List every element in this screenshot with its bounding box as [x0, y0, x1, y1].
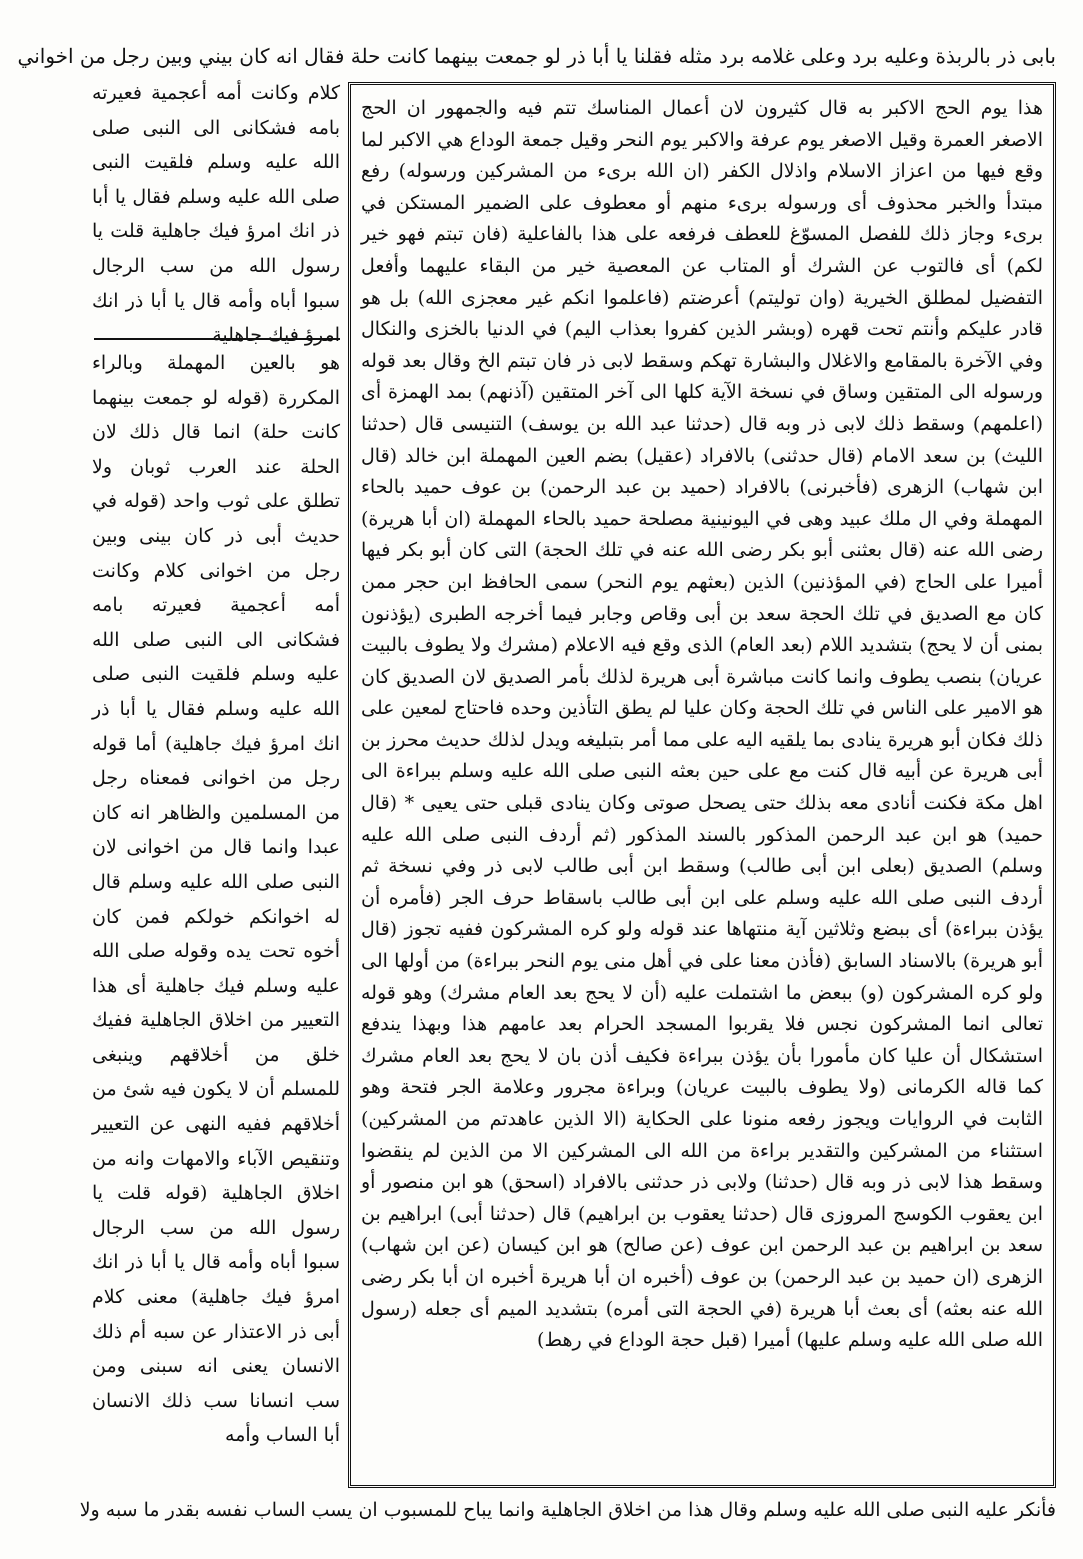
header-running-text: بابى ذر بالربذة وعليه برد وعلى غلامه برد مثله فقلنا يا أبا ذر لو جمعت بينهما كانت حلة فقال انه كان بيني وبين رجل من اخواني [17, 44, 1056, 68]
margin-commentary-top: كلام وكانت أمه أعجمية فعيرته بامه فشكانى الى النبى صلى الله عليه وسلم فلقيت النبى صلى الله عليه وسلم فقال يا أبا ذر انك امرؤ فيك جاهلية قلت يا رسول الله من سب الرجال سبوا أباه وأمه قال يا أبا ذر انك امرؤ فيك جاهلية [92, 82, 340, 347]
margin-divider [94, 338, 340, 340]
margin-commentary-bottom: هو بالعين المهملة وبالراء المكررة (قوله لو جمعت بينهما كانت حلة) انما قال ذلك لان الحلة عند العرب ثوبان ولا تطلق على ثوب واحد (قوله في حديث أبى ذر كان بينى وبين رجل من اخوانى كلام وكانت أمه أعجمية فعيرته بامه فشكانى الى النبى صلى الله عليه وسلم فلقيت النبى صلى الله عليه وسلم فقال يا أبا ذر انك امرؤ فيك جاهلية) أما قوله رجل من اخوانى فمعناه رجل من المسلمين والظاهر انه كان عبدا وانما قال من اخوانى لان النبى صلى الله عليه وسلم قال له اخوانكم خولكم فمن كان أخوه تحت يده وقوله صلى الله عليه وسلم فيك جاهلية أى هذا التعيير من اخلاق الجاهلية ففيك خلق من أخلاقهم وينبغى للمسلم أن لا يكون فيه شئ من أخلاقهم ففيه النهى عن التعيير وتنقيص الآباء والامهات وانه من اخلاق الجاهلية (قوله قلت يا رسول الله من سب الرجال سبوا أباه وأمه قال يا أبا ذر انك امرؤ فيك جاهلية) معنى كلام أبى ذر الاعتذار عن سبه أم ذلك الانسان يعنى انه سبنى ومن سب انسانا سب ذلك الانسان أبا الساب وأمه [92, 352, 340, 1447]
main-text-paragraph: هذا يوم الحج الاكبر به قال كثيرون لان أعمال المناسك تتم فيه والجمهور ان الحج الاصغر العمرة وقيل الاصغر يوم عرفة والاكبر يوم النحر وقيل جمعة الوداع هي الاكبر لما وقع فيها من اعزاز الاسلام واذلال الكفر (ان الله برىء من المشركين ورسوله) رفع مبتدأ والخبر محذوف أى ورسوله برىء منهم أو معطوف على الضمير المستكن في برىء وجاز ذلك للفصل المسوّغ للعطف فرفعه على هذا بالفاعلية (فان تبتم فهو خير لكم) أى فالتوب عن الشرك أو المتاب عن المعصية خير من البقاء عليهما وأفعل التفضيل لمطلق الخيرية (وان توليتم) أعرضتم (فاعلموا انكم غير معجزى الله) بل هو قادر عليكم وأنتم تحت قهره (وبشر الذين كفروا بعذاب اليم) في الدنيا بالخزى والنكال وفي الآخرة بالمقامع والاغلال والبشارة تهكم وسقط لابى ذر فان تبتم الخ وقال بعد قوله ورسوله الى المتقين وساق في نسخة الآية كلها الى آخر المتقين (آذنهم) بمد الهمزة أى (اعلمهم) وسقط ذلك لابى ذر وبه قال (حدثنا عبد الله بن يوسف) التنيسى قال (حدثنا الليث) بن سعد الامام (قال حدثنى) بالافراد (عقيل) بضم العين المهملة ابن خالد (قال ابن شهاب) الزهرى (فأخبرنى) بالافراد (حميد بن عبد الرحمن) بن عوف حميد بالحاء المهملة وفي ال ملك عبيد وهى في اليونينية مصلحة حميد بالحاء المهملة (ان أبا هريرة) رضى الله عنه (قال بعثنى أبو بكر رضى الله عنه في تلك الحجة) التى كان أبو بكر فيها أميرا على الحاج (في المؤذنين) الذين (بعثهم يوم النحر) سمى الحافظ ابن حجر ممن كان مع الصديق في تلك الحجة سعد بن أبى وقاص وجابر فيما أخرجه الطبرى (يؤذنون بمنى أن لا يحج) بتشديد اللام (بعد العام) الذى وقع فيه الاعلام (مشرك ولا يطوف بالبيت عريان) بنصب يطوف وانما كانت مباشرة أبى هريرة لذلك بأمر الصديق لان الصديق كان هو الامير على الناس في تلك الحجة وكان عليا لم يطق التأذين وحده فاحتاج لمعين على ذلك فكان أبو هريرة ينادى بما يلقيه اليه على مما أمر بتبليغه ويدل لذلك حديث محرز بن أبى هريرة عن أبيه قال كنت مع على حين بعثه النبى صلى الله عليه وسلم ببراءة الى اهل مكة فكنت أنادى معه بذلك حتى يصحل صوتى وكان ينادى قبلى حتى يعيى * (قال حميد) هو ابن عبد الرحمن المذكور بالسند المذكور (ثم أردف النبى صلى الله عليه وسلم) الصديق (بعلى ابن أبى طالب) وسقط ابن أبى طالب لابى ذر وفي نسخة ثم أردف النبى صلى الله عليه وسلم على ابن أبى طالب باسقاط حرف الجر (فأمره أن يؤذن ببراءة) أى ببضع وثلاثين آية منتهاها عند قوله ولو كره المشركون ففيه تجوز (قال أبو هريرة) بالاسناد السابق (فأذن معنا على في أهل منى يوم النحر ببراءة) من أولها الى ولو كره المشركون (و) ببعض ما اشتملت عليه (أن لا يحج بعد العام مشرك) وهو قوله تعالى انما المشركون نجس فلا يقربوا المسجد الحرام بعد عامهم هذا وبهذا يندفع استشكال أن عليا كان مأمورا بأن يؤذن ببراءة فكيف أذن بان لا يحج بعد العام مشرك كما قاله الكرمانى (ولا يطوف بالبيت عريان) وبراءة مجرور وعلامة الجر فتحة وهو الثابت في الروايات ويجوز رفعه منونا على الحكاية (الا الذين عاهدتم من المشركين) استثناء من المشركين والتقدير براءة من الله الى المشركين الا من الذين لم ينقضوا وسقط هذا لابى ذر وبه قال (حدثنا) ولابى ذر حدثنى بالافراد (اسحق) هو ابن منصور أو ابن يعقوب الكوسج المروزى قال (حدثنا يعقوب بن ابراهيم) قال (حدثنا أبى) ابراهيم بن سعد بن ابراهيم بن عبد الرحمن ابن عوف (عن صالح) هو ابن كيسان (عن ابن شهاب) الزهرى (ان حميد بن عبد الرحمن) بن عوف (أخبره ان أبا هريرة أخبره ان أبا بكر رضى الله عنه بعثه) أى بعث أبا هريرة (في الحجة التى أمره) بتشديد الميم أى جعله (رسول الله صلى الله عليه وسلم عليها) أميرا (قبل حجة الوداع في رهط) [361, 97, 1043, 1352]
main-text-frame [348, 82, 1056, 1488]
page-header [17, 38, 1056, 74]
page-number [0, 38, 11, 72]
page-footer-line: فأنكر عليه النبى صلى الله عليه وسلم وقال هذا من اخلاق الجاهلية وانما يباح للمسبوب ان يسب الساب نفسه بقدر ما سبه ولا [79, 1499, 1056, 1521]
